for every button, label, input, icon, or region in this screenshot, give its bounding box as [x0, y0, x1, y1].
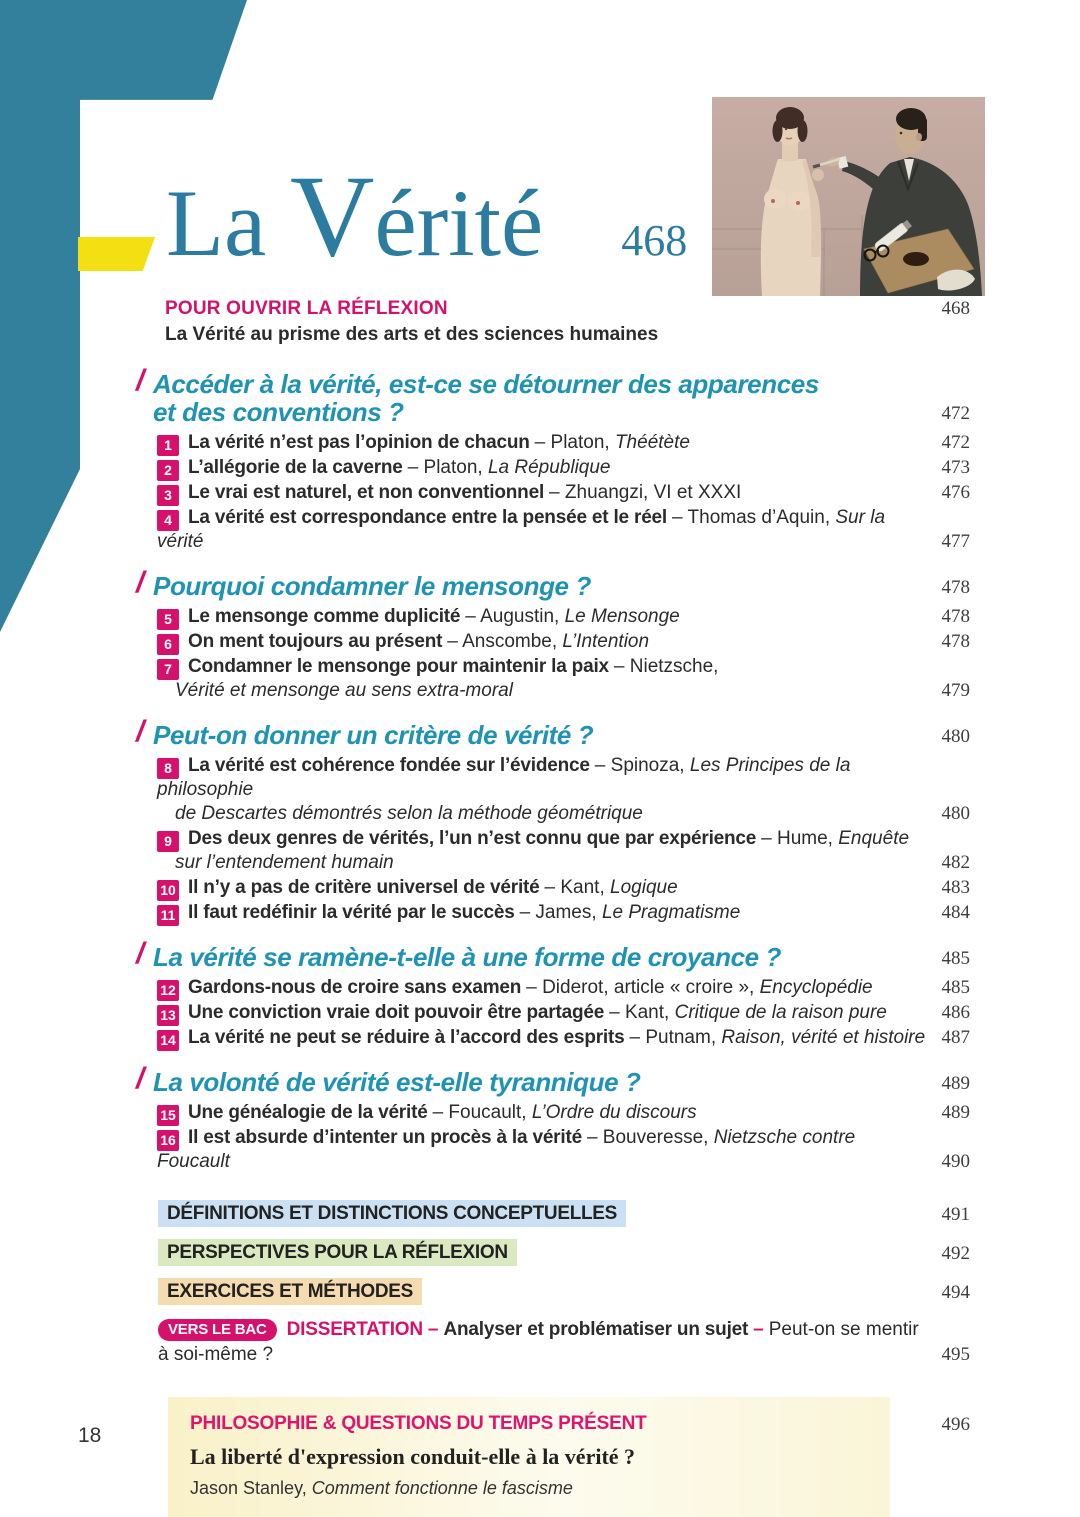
opener-label: POUR OUVRIR LA RÉFLEXION: [165, 298, 448, 319]
section-items: [143, 976, 970, 1050]
vers-le-bac-line2: [158, 1342, 970, 1367]
item-work-title: Enquête: [838, 828, 910, 849]
vers-dash: –: [427, 1319, 439, 1340]
item-title: Une généalogie de la vérité: [188, 1102, 428, 1123]
item-reference: [526, 977, 872, 998]
item-text: [157, 1101, 930, 1125]
vers-page-number: 495: [941, 1344, 970, 1365]
item-work-title: Raison, vérité et histoire: [721, 1027, 926, 1048]
item-reference: [545, 877, 678, 898]
item-reference: [761, 828, 909, 849]
item-work-title: La République: [487, 457, 611, 478]
section-page-number: 489: [941, 1073, 970, 1094]
section-heading-row: [136, 566, 970, 601]
item-work-title: Les Principes de la philosophie: [157, 755, 851, 800]
item-page-number: 485: [941, 977, 970, 998]
opener-page-number: 468: [941, 298, 970, 319]
toc-item: [143, 431, 970, 455]
section-heading: [136, 937, 930, 972]
section-heading: [136, 566, 930, 601]
vers-le-bac-line1: [158, 1317, 970, 1342]
cover-painting-illustration: [712, 97, 985, 296]
item-number-badge: 6: [157, 634, 179, 655]
section-heading-line: Pourquoi condamner le mensonge ?: [153, 571, 591, 601]
item-line1: [157, 901, 930, 925]
toc-item: [143, 1101, 970, 1125]
section-heading-lines: [153, 721, 930, 749]
item-author: – Spinoza,: [594, 755, 690, 776]
item-author: – Kant,: [544, 877, 611, 898]
section-items: [143, 431, 970, 554]
item-work-title: Sur la vérité: [157, 507, 886, 552]
item-text: [157, 1001, 930, 1025]
opener-row: [143, 297, 970, 321]
folio-page-number: 18: [78, 1424, 102, 1447]
item-author: – Kant,: [609, 1002, 675, 1023]
item-line1: [157, 1001, 930, 1025]
item-title: Condamner le mensonge pour maintenir la paix: [188, 656, 609, 677]
toc-section: [136, 715, 970, 925]
item-text: [157, 1126, 930, 1174]
item-text: [157, 630, 930, 654]
extra-page-number: 492: [941, 1243, 970, 1264]
item-work-title: Critique de la raison pure: [674, 1002, 887, 1023]
item-title: La vérité est correspondance entre la pensée et le réel: [188, 507, 668, 528]
item-text: [157, 1026, 930, 1050]
item-title: Le vrai est naturel, et non conventionnel: [188, 482, 545, 503]
philo-kicker: PHILOSOPHIE & QUESTIONS DU TEMPS PRÉSENT: [190, 1413, 647, 1434]
item-line1: [157, 506, 930, 554]
vers-le-bac-row: [143, 1317, 970, 1367]
item-reference: [465, 606, 679, 627]
extra-label: EXERCICES ET MÉTHODES: [158, 1278, 422, 1305]
toc-section: [136, 1062, 970, 1174]
extra-label: DÉFINITIONS ET DISTINCTIONS CONCEPTUELLES: [158, 1200, 626, 1227]
item-reference-continued: [157, 802, 930, 826]
item-page-number: 480: [941, 803, 970, 824]
chapter-title-rest: érité: [374, 170, 544, 276]
vers-method-title: Analyser et problématiser un sujet: [443, 1319, 749, 1340]
section-heading-lines: [153, 1068, 930, 1096]
item-reference: [614, 656, 719, 677]
cover-painting: [712, 97, 985, 296]
section-heading-line: Accéder à la vérité, est-ce se détourner des apparences: [153, 369, 819, 399]
item-line1: [157, 976, 930, 1000]
item-number-badge: 10: [157, 880, 179, 901]
item-text: [157, 506, 930, 554]
item-text: [157, 827, 930, 875]
item-reference: [447, 631, 649, 652]
toc-item: [143, 827, 970, 875]
section-heading-lines: [153, 370, 930, 426]
item-work-title: Logique: [610, 877, 678, 898]
extra-label: PERSPECTIVES POUR LA RÉFLEXION: [158, 1239, 517, 1266]
sections: [136, 364, 970, 1174]
item-line1: [157, 456, 930, 480]
section-heading-lines: [153, 572, 930, 600]
philo-box: [168, 1397, 890, 1517]
item-line1: [157, 431, 930, 455]
item-page-number: 473: [941, 457, 970, 478]
item-number-badge: 5: [157, 609, 179, 630]
item-work-title: Nietzsche contre Foucault: [157, 1127, 856, 1172]
item-reference: [408, 457, 611, 478]
item-page-number: 490: [941, 1151, 970, 1172]
item-reference: [535, 432, 690, 453]
item-author: – Nietzsche,: [613, 656, 719, 677]
item-reference: [609, 1002, 887, 1023]
item-title: L’allégorie de la caverne: [188, 457, 403, 478]
vers-le-bac-badge: VERS LE BAC: [158, 1319, 277, 1341]
chapter-title-initial: V: [289, 152, 375, 281]
section-items: [143, 605, 970, 703]
item-author: – Augustin,: [465, 606, 565, 627]
section-slash-icon: /: [136, 715, 144, 748]
item-work-title: Encyclopédie: [759, 977, 873, 998]
item-page-number: 489: [941, 1102, 970, 1123]
item-reference-continued: [157, 851, 930, 875]
section-heading-row: [136, 364, 970, 427]
item-title: Gardons-nous de croire sans examen: [188, 977, 522, 998]
section-heading-line: Peut-on donner un critère de vérité ?: [153, 720, 594, 750]
section-heading-line: La vérité se ramène-t-elle à une forme de croyance ?: [153, 942, 782, 972]
item-text: [157, 754, 930, 826]
item-work-title: Vérité et mensonge au sens extra-moral: [175, 680, 513, 701]
item-page-number: 482: [941, 852, 970, 873]
section-slash-icon: /: [136, 566, 144, 599]
item-text: [157, 456, 930, 480]
section-page-number: 485: [941, 948, 970, 969]
item-title: La vérité ne peut se réduire à l’accord des esprits: [188, 1027, 625, 1048]
item-reference: [520, 902, 741, 923]
section-page-number: 480: [941, 726, 970, 747]
toc-item: [143, 481, 970, 505]
section-slash-icon: /: [136, 1062, 144, 1095]
philo-author: Jason Stanley,: [190, 1478, 312, 1498]
section-heading: [136, 715, 930, 750]
toc-item: [143, 901, 970, 925]
toc-content: [136, 297, 970, 1517]
item-reference: [433, 1102, 697, 1123]
item-author: – Thomas d’Aquin,: [672, 507, 836, 528]
chapter-start-page: 468: [621, 216, 688, 265]
item-work-title: Le Mensonge: [564, 606, 680, 627]
item-page-number: 478: [941, 606, 970, 627]
toc-item: [143, 876, 970, 900]
section-slash-icon: /: [136, 937, 144, 970]
item-author: – Zhuangzi, VI et XXXI: [549, 482, 742, 503]
vers-le-bac-label: DISSERTATION: [286, 1319, 423, 1340]
vers-dash-2: –: [753, 1319, 764, 1340]
toc-item: [143, 1126, 970, 1174]
item-number-badge: 13: [157, 1005, 179, 1026]
item-number-badge: 12: [157, 980, 179, 1001]
item-number-badge: 14: [157, 1030, 179, 1051]
item-line1: [157, 754, 930, 802]
item-line1: [157, 1126, 930, 1174]
toc-extra-row: [143, 1200, 970, 1227]
philo-section: [143, 1397, 970, 1517]
item-page-number: 477: [941, 531, 970, 552]
section-heading: [136, 364, 930, 427]
item-work-title: L’Intention: [562, 631, 650, 652]
extras: [143, 1200, 970, 1305]
item-author: – Platon,: [407, 457, 488, 478]
toc-item: [143, 1001, 970, 1025]
item-title: Des deux genres de vérités, l’un n’est connu que par expérience: [188, 828, 757, 849]
toc-item: [143, 506, 970, 554]
item-title: Il faut redéfinir la vérité par le succès: [188, 902, 515, 923]
section-heading-lines: [153, 943, 930, 971]
item-number-badge: 8: [157, 758, 179, 779]
item-work-title: Théétète: [614, 432, 690, 453]
item-line1: [157, 1101, 930, 1125]
item-author: – Bouveresse,: [586, 1127, 714, 1148]
item-author: – Hume,: [761, 828, 839, 849]
section-items: [143, 754, 970, 925]
toc-item: [143, 630, 970, 654]
item-author: – Anscombe,: [447, 631, 563, 652]
item-author: – Foucault,: [432, 1102, 532, 1123]
item-page-number: 479: [941, 680, 970, 701]
toc-item: [143, 456, 970, 480]
item-line1: [157, 481, 930, 505]
item-number-badge: 9: [157, 831, 179, 852]
toc-extra-row: [143, 1239, 970, 1266]
item-author: – James,: [519, 902, 602, 923]
item-line1: [157, 876, 930, 900]
item-author: – Diderot, article « croire »,: [526, 977, 760, 998]
item-page-number: 484: [941, 902, 970, 923]
item-page-number: 487: [941, 1027, 970, 1048]
item-author: – Putnam,: [629, 1027, 722, 1048]
opener-subtitle: La Vérité au prisme des arts et des sciences humaines: [165, 324, 659, 345]
section-heading: [136, 1062, 930, 1097]
item-number-badge: 7: [157, 659, 179, 680]
toc-item: [143, 754, 970, 826]
item-line1: [157, 630, 930, 654]
item-line1: [157, 827, 930, 851]
item-work-title: sur l’entendement humain: [175, 852, 394, 873]
philo-work: Comment fonctionne le fascisme: [311, 1478, 573, 1498]
item-page-number: 486: [941, 1002, 970, 1023]
item-text: [157, 431, 930, 455]
item-title: Le mensonge comme duplicité: [188, 606, 461, 627]
section-heading-row: [136, 1062, 970, 1097]
toc-extra-row: [143, 1278, 970, 1305]
toc-section: [136, 937, 970, 1050]
item-page-number: 483: [941, 877, 970, 898]
item-page-number: 476: [941, 482, 970, 503]
item-number-badge: 1: [157, 435, 179, 456]
section-heading-line: et des conventions ?: [153, 397, 404, 427]
item-title: Il n’y a pas de critère universel de vérité: [188, 877, 540, 898]
item-reference-continued: [157, 679, 930, 703]
section-heading-line: La volonté de vérité est-elle tyrannique ?: [153, 1067, 641, 1097]
toc-item: [143, 976, 970, 1000]
item-line1: [157, 1026, 930, 1050]
item-title: Il est absurde d’intenter un procès à la vérité: [188, 1127, 582, 1148]
item-text: [157, 876, 930, 900]
item-work-title: Le Pragmatisme: [601, 902, 741, 923]
toc-section: [136, 566, 970, 703]
philo-title: La liberté d'expression conduit-elle à la vérité ?: [190, 1444, 636, 1469]
item-author: – Platon,: [534, 432, 615, 453]
item-work-title: L’Ordre du discours: [531, 1102, 697, 1123]
item-page-number: 472: [941, 432, 970, 453]
item-text: [157, 481, 930, 505]
item-number-badge: 15: [157, 1105, 179, 1126]
item-number-badge: 4: [157, 510, 179, 531]
philo-page-number: 496: [941, 1414, 970, 1435]
toc-item: [143, 605, 970, 629]
chapter-title-prefix: La: [166, 170, 290, 276]
item-line1: [157, 655, 930, 679]
toc-item: [143, 1026, 970, 1050]
item-number-badge: 3: [157, 485, 179, 506]
item-text: [157, 605, 930, 629]
item-reference: [549, 482, 741, 503]
item-title: La vérité est cohérence fondée sur l’évidence: [188, 755, 590, 776]
section-heading-row: [136, 937, 970, 972]
extra-page-number: 491: [941, 1204, 970, 1225]
toc-section: [136, 364, 970, 554]
item-line1: [157, 605, 930, 629]
item-title: Une conviction vraie doit pouvoir être partagée: [188, 1002, 605, 1023]
section-items: [143, 1101, 970, 1174]
item-number-badge: 11: [157, 905, 179, 926]
vers-subject-start: Peut-on se mentir: [768, 1319, 919, 1340]
section-page-number: 472: [941, 403, 970, 424]
section-slash-icon: /: [136, 364, 144, 397]
item-text: [157, 655, 930, 703]
section-heading-row: [136, 715, 970, 750]
item-number-badge: 2: [157, 460, 179, 481]
item-page-number: 478: [941, 631, 970, 652]
yellow-accent-bar: [78, 237, 155, 271]
toc-item: [143, 655, 970, 703]
item-title: La vérité n’est pas l’opinion de chacun: [188, 432, 530, 453]
item-title: On ment toujours au présent: [188, 631, 443, 652]
item-number-badge: 16: [157, 1130, 179, 1151]
item-work-title: de Descartes démontrés selon la méthode géométrique: [175, 803, 643, 824]
vers-subject-end: à soi-même ?: [158, 1344, 274, 1365]
extra-page-number: 494: [941, 1282, 970, 1303]
chapter-title: [166, 152, 688, 281]
item-text: [157, 901, 930, 925]
section-page-number: 478: [941, 577, 970, 598]
item-reference: [630, 1027, 926, 1048]
philo-author-line: [190, 1478, 890, 1499]
item-text: [157, 976, 930, 1000]
